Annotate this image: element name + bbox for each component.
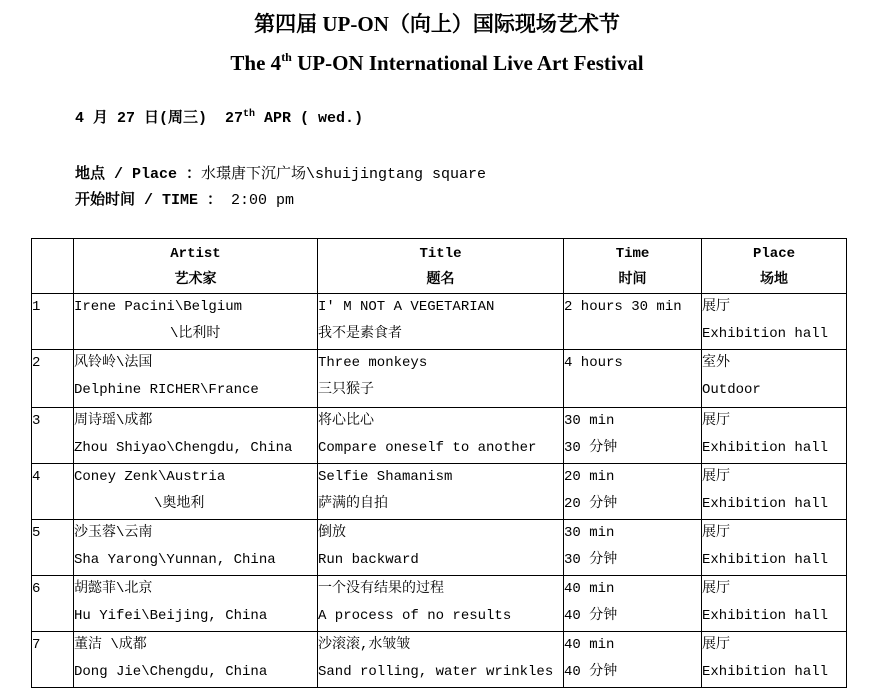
page-title-chinese: 第四届 UP-ON（向上）国际现场艺术节 [254,12,620,36]
place-cell [702,520,847,576]
title-line-1: I' M NOT A VEGETARIAN [318,299,495,315]
time-cell [564,294,702,350]
artist-line-1: 胡懿菲\北京 [74,581,153,597]
place-value: 水璟唐下沉广场\shuijingtang square [201,166,487,183]
place-line-1: 展厅 [702,637,730,653]
row-number: 4 [32,464,74,520]
time-cell [564,520,702,576]
row-number: 3 [32,408,74,464]
table-row [32,408,847,464]
place-line-2: Exhibition hall [702,608,829,624]
place-cell [702,294,847,350]
artist-line-1: Coney Zenk\Austria [74,469,226,485]
header-title [318,239,564,294]
header-title-cn: 题名 [426,272,455,288]
title-cell [318,464,564,520]
title-line-1: 沙滚滚,水皱皱 [318,637,411,653]
place-line-2: Exhibition hall [702,496,829,512]
time-line-2: 40 分钟 [564,664,618,680]
time-line-1: 2 hours 30 min [564,299,682,315]
table-row [32,294,847,350]
time-value: 2:00 pm [222,192,295,209]
time-line-2: 20 分钟 [564,496,618,512]
header-artist [74,239,318,294]
place-line-2: Exhibition hall [702,552,829,568]
place-info [75,162,486,183]
time-cell [564,464,702,520]
time-line-2: 30 分钟 [564,440,618,456]
title-line-2: 萨满的自拍 [318,496,388,512]
row-number: 1 [32,294,74,350]
artist-line-2: Zhou Shiyao\Chengdu, China [74,440,293,456]
artist-line-2: Dong Jie\Chengdu, China [74,664,268,680]
header-number [32,239,74,294]
artist-line-1: Irene Pacini\Belgium [74,299,243,315]
event-date [75,106,363,127]
title-line-2: Run backward [318,552,419,568]
artist-cell [74,408,318,464]
title-line-2: Compare oneself to another [318,440,537,456]
header-place-en: Place [752,246,795,262]
title-line-1: Selfie Shamanism [318,469,453,485]
row-number: 5 [32,520,74,576]
artist-line-2: \比利时 [170,326,221,342]
table-row [32,576,847,632]
row-number: 2 [32,350,74,408]
place-label: 地点 / Place ： [75,166,202,183]
time-line-1: 4 hours [564,355,623,371]
title-line-2: 我不是素食者 [318,326,402,342]
header-artist-cn: 艺术家 [174,272,217,288]
date-en: APR ( wed.) [255,110,364,127]
page-title-english [0,50,874,76]
title-en-suffix: UP-ON International Live Art Festival [291,51,644,75]
date-ordinal: th [243,109,256,120]
artist-cell [74,294,318,350]
header-place-cn: 场地 [760,272,788,288]
place-cell [702,350,847,408]
title-cell [318,632,564,688]
time-info [75,188,294,209]
date-cn: 4 月 27 日(周三) 27 [75,110,244,127]
header-time [564,239,702,294]
place-line-2: Outdoor [702,382,761,398]
row-number: 6 [32,576,74,632]
artist-cell [74,350,318,408]
time-line-2: 40 分钟 [564,608,618,624]
title-line-2: A process of no results [318,608,512,624]
artist-cell [74,464,318,520]
place-line-1: 展厅 [702,299,730,315]
title-line-1: Three monkeys [318,355,428,371]
schedule-table [31,238,847,688]
row-number: 7 [32,632,74,688]
title-cell [318,576,564,632]
place-line-1: 展厅 [702,525,730,541]
place-line-2: Exhibition hall [702,326,829,342]
artist-line-2: Sha Yarong\Yunnan, China [74,552,276,568]
title-line-1: 倒放 [318,525,346,541]
title-line-1: 将心比心 [318,413,374,429]
table-row [32,520,847,576]
place-cell [702,632,847,688]
time-line-1: 30 min [564,525,615,541]
header-time-cn: 时间 [618,272,647,288]
artist-line-2: \奥地利 [154,496,205,512]
title-cell [318,520,564,576]
title-en-ordinal: th [281,50,292,64]
header-title-en: Title [419,246,462,262]
place-line-2: Exhibition hall [702,440,829,456]
title-line-2: 三只猴子 [318,382,374,398]
place-cell [702,408,847,464]
time-line-1: 40 min [564,581,615,597]
place-line-2: Exhibition hall [702,664,829,680]
header-artist-en: Artist [170,246,221,262]
time-cell [564,350,702,408]
time-cell [564,632,702,688]
title-line-1: 一个没有结果的过程 [318,581,444,597]
time-cell [564,576,702,632]
place-line-1: 展厅 [702,469,730,485]
title-en-prefix: The 4 [230,51,282,75]
table-header-row [32,239,847,294]
artist-line-1: 沙玉蓉\云南 [74,525,153,541]
time-line-1: 40 min [564,637,615,653]
place-line-1: 室外 [702,355,730,371]
table-row [32,350,847,408]
header-place [702,239,847,294]
title-cell [318,408,564,464]
artist-line-1: 周诗瑶\成都 [74,413,153,429]
artist-line-1: 董洁 \成都 [74,637,147,653]
artist-line-2: Hu Yifei\Beijing, China [74,608,268,624]
table-row [32,632,847,688]
title-line-2: Sand rolling, water wrinkles [318,664,554,680]
artist-line-2: Delphine RICHER\France [74,382,259,398]
time-cell [564,408,702,464]
place-line-1: 展厅 [702,413,730,429]
time-line-1: 30 min [564,413,615,429]
header-time-en: Time [615,246,650,262]
artist-cell [74,520,318,576]
time-line-2: 30 分钟 [564,552,618,568]
title-cell [318,350,564,408]
artist-cell [74,576,318,632]
title-cell [318,294,564,350]
place-cell [702,464,847,520]
artist-line-1: 风铃岭\法国 [74,355,153,371]
place-cell [702,576,847,632]
table-row [32,464,847,520]
place-line-1: 展厅 [702,581,730,597]
time-line-1: 20 min [564,469,615,485]
time-label: 开始时间 / TIME ： [75,192,223,209]
artist-cell [74,632,318,688]
